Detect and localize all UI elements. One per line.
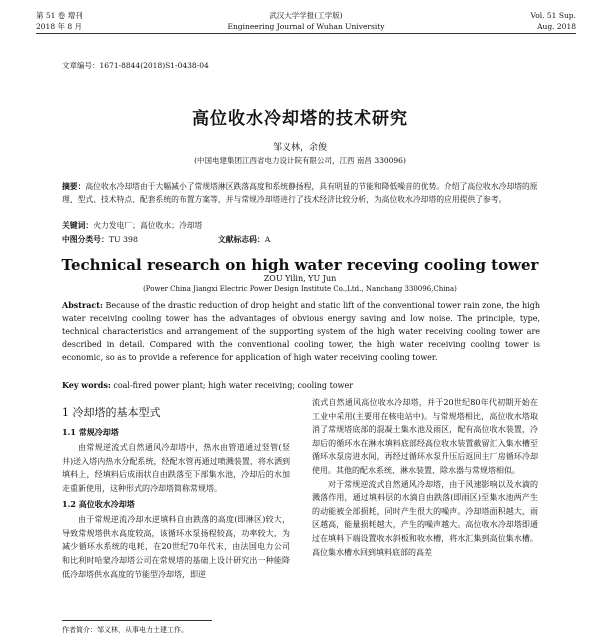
authors-en: ZOU Yilin, YU Jun bbox=[263, 274, 337, 283]
abstract-cn-label: 摘要： bbox=[62, 182, 86, 191]
abstract-en-label: Abstract: bbox=[62, 300, 103, 310]
keywords-cn bbox=[62, 220, 202, 231]
right-paragraph-1: 流式自然通风高位收水冷却塔，并于20世纪80年代初期开始在工业中采用(主要用在核电站中)。与常规塔相比，高位收水塔取消了常规塔底部的混凝土集水池及雨区，配有高位收水装置，冷却后的循环水在淋水填料底部经高位收水装置截留汇入集水槽至循环水泵房进水间，再经过循环水泵升压后返回主厂房循环冷却使用。其他的配水系统、淋水装置、除水器与常规塔相似。 bbox=[312, 398, 538, 475]
subsection-1-1-heading: 1.1 常规冷却塔 bbox=[62, 426, 119, 437]
keywords-cn-label: 关键词： bbox=[62, 221, 94, 230]
abstract-en-text: Because of the drastic reduction of drop height and static lift of the conventional tower rain zone, the high water receiving cooling tower has the advantages of obvious energy saving and low noise. The principle, type, technical characteristics and arrangement of the supporting system of the high water receiving cooling tower are described in detail. Compared with the conventional cooling tower, the high water receiving cooling tower is economic, so as to provide a reference for application of high water receiving cooling tower. bbox=[62, 301, 540, 362]
abstract-cn-text: 高位收水冷却塔由于大幅减小了常规塔淋区跌落高度和系统静扬程，具有明显的节能和降低噪音的优势。介绍了高位收水冷却塔的原理、型式、技术特点、配套系统的布置方案等，并与常规冷却塔进行了技术经济比较分析，为高位收水冷却塔的应用提供了参考。 bbox=[62, 182, 538, 204]
footnote: 作者简介：邹义林，从事电力土建工作。 bbox=[62, 626, 188, 634]
footnote-rule bbox=[62, 620, 212, 621]
abstract-cn bbox=[62, 180, 540, 206]
header-rule bbox=[36, 33, 576, 34]
subsection-1-1-text: 由常规逆流式自然通风冷却塔中，热水由管道通过竖管(竖井)送入塔内热水分配系统，经配水管再通过喷溅装置，将水洒到填料上，经填料后成雨状自由跌落至下部集水池，冷却后的水加走重新使用，这种形式的冷却塔简称常规塔。 bbox=[62, 443, 290, 493]
section-1-heading: 1 冷却塔的基本型式 bbox=[62, 406, 161, 419]
journal-name-cn: 武汉大学学报(工学版) bbox=[269, 11, 343, 20]
authors-cn: 邹义林，余俊 bbox=[272, 143, 327, 153]
subsection-1-2-heading: 1.2 高位收水冷却塔 bbox=[62, 498, 135, 509]
header-volume-en bbox=[531, 10, 577, 32]
header-volume-en-line: Vol. 51 Sup. bbox=[530, 11, 576, 20]
journal-name-en: Engineering Journal of Wuhan University bbox=[227, 22, 385, 31]
body-left-column bbox=[62, 396, 290, 581]
header-date-line: 2018 年 8 月 bbox=[36, 22, 83, 31]
title-cn: 高位收水冷却塔的技术研究 bbox=[192, 109, 408, 129]
right-paragraph-2: 对于常规逆流式自然通风冷却塔，由于风速影响以及水滴的溅落作用，通过填料层的水滴自由跌落(即雨区)至集水池两产生的动能被全部损耗，同时产生很大的噪声。冷却塔面积越大，雨区越高，能量损耗越大，产生的噪声越大。高位收水冷却塔即通过在填料下端设置收水斜板和收水槽，将水汇集到高位集水槽。高位集水槽水回到填料底部的高差 bbox=[312, 479, 538, 557]
article-number: 文章编号：1671-8844(2018)S1-0438-04 bbox=[62, 61, 209, 70]
keywords-en bbox=[62, 380, 353, 390]
affiliation-en: (Power China Jiangxi Electric Power Design Institute Co.,Ltd., Nanchang 330096,China) bbox=[143, 285, 457, 293]
doc-code-label: 文献标志码： bbox=[217, 235, 265, 244]
clc-label: 中图分类号： bbox=[62, 235, 109, 244]
body-right-column bbox=[312, 396, 538, 559]
running-header bbox=[36, 10, 576, 44]
keywords-en-text: coal-fired power plant; high water receiving; cooling tower bbox=[110, 381, 354, 390]
affiliation-cn: (中国电建集团江西省电力设计院有限公司，江西 南昌 330096) bbox=[194, 156, 406, 165]
abstract-en bbox=[62, 299, 540, 364]
classification bbox=[62, 234, 310, 245]
doc-code-value: A bbox=[264, 235, 271, 244]
keywords-cn-text: 火力发电厂；高位收水；冷却塔 bbox=[93, 221, 203, 230]
header-date-en-line: Aug. 2018 bbox=[537, 22, 576, 31]
clc-value: TU 398 bbox=[108, 235, 138, 244]
keywords-en-label: Key words: bbox=[62, 380, 111, 390]
header-volume-line: 第 51 卷 增刊 bbox=[36, 11, 83, 20]
title-en: Technical research on high water receving cooling tower bbox=[61, 256, 539, 274]
subsection-1-2-text: 由于常规逆流冷却水逆填料自由跌落的高度(即淋区)较大，导致常规塔供水高度较高，该循环水泵扬程较高，功率较大，为减少循环水系统的电耗，在20世纪70年代末，由法国电力公司和比利时哈蒙冷却塔公司在常规塔的基础上设计研究出一种能降低冷却塔供水高度的节能型冷却塔，即逆 bbox=[62, 515, 290, 579]
header-journal bbox=[36, 10, 576, 32]
